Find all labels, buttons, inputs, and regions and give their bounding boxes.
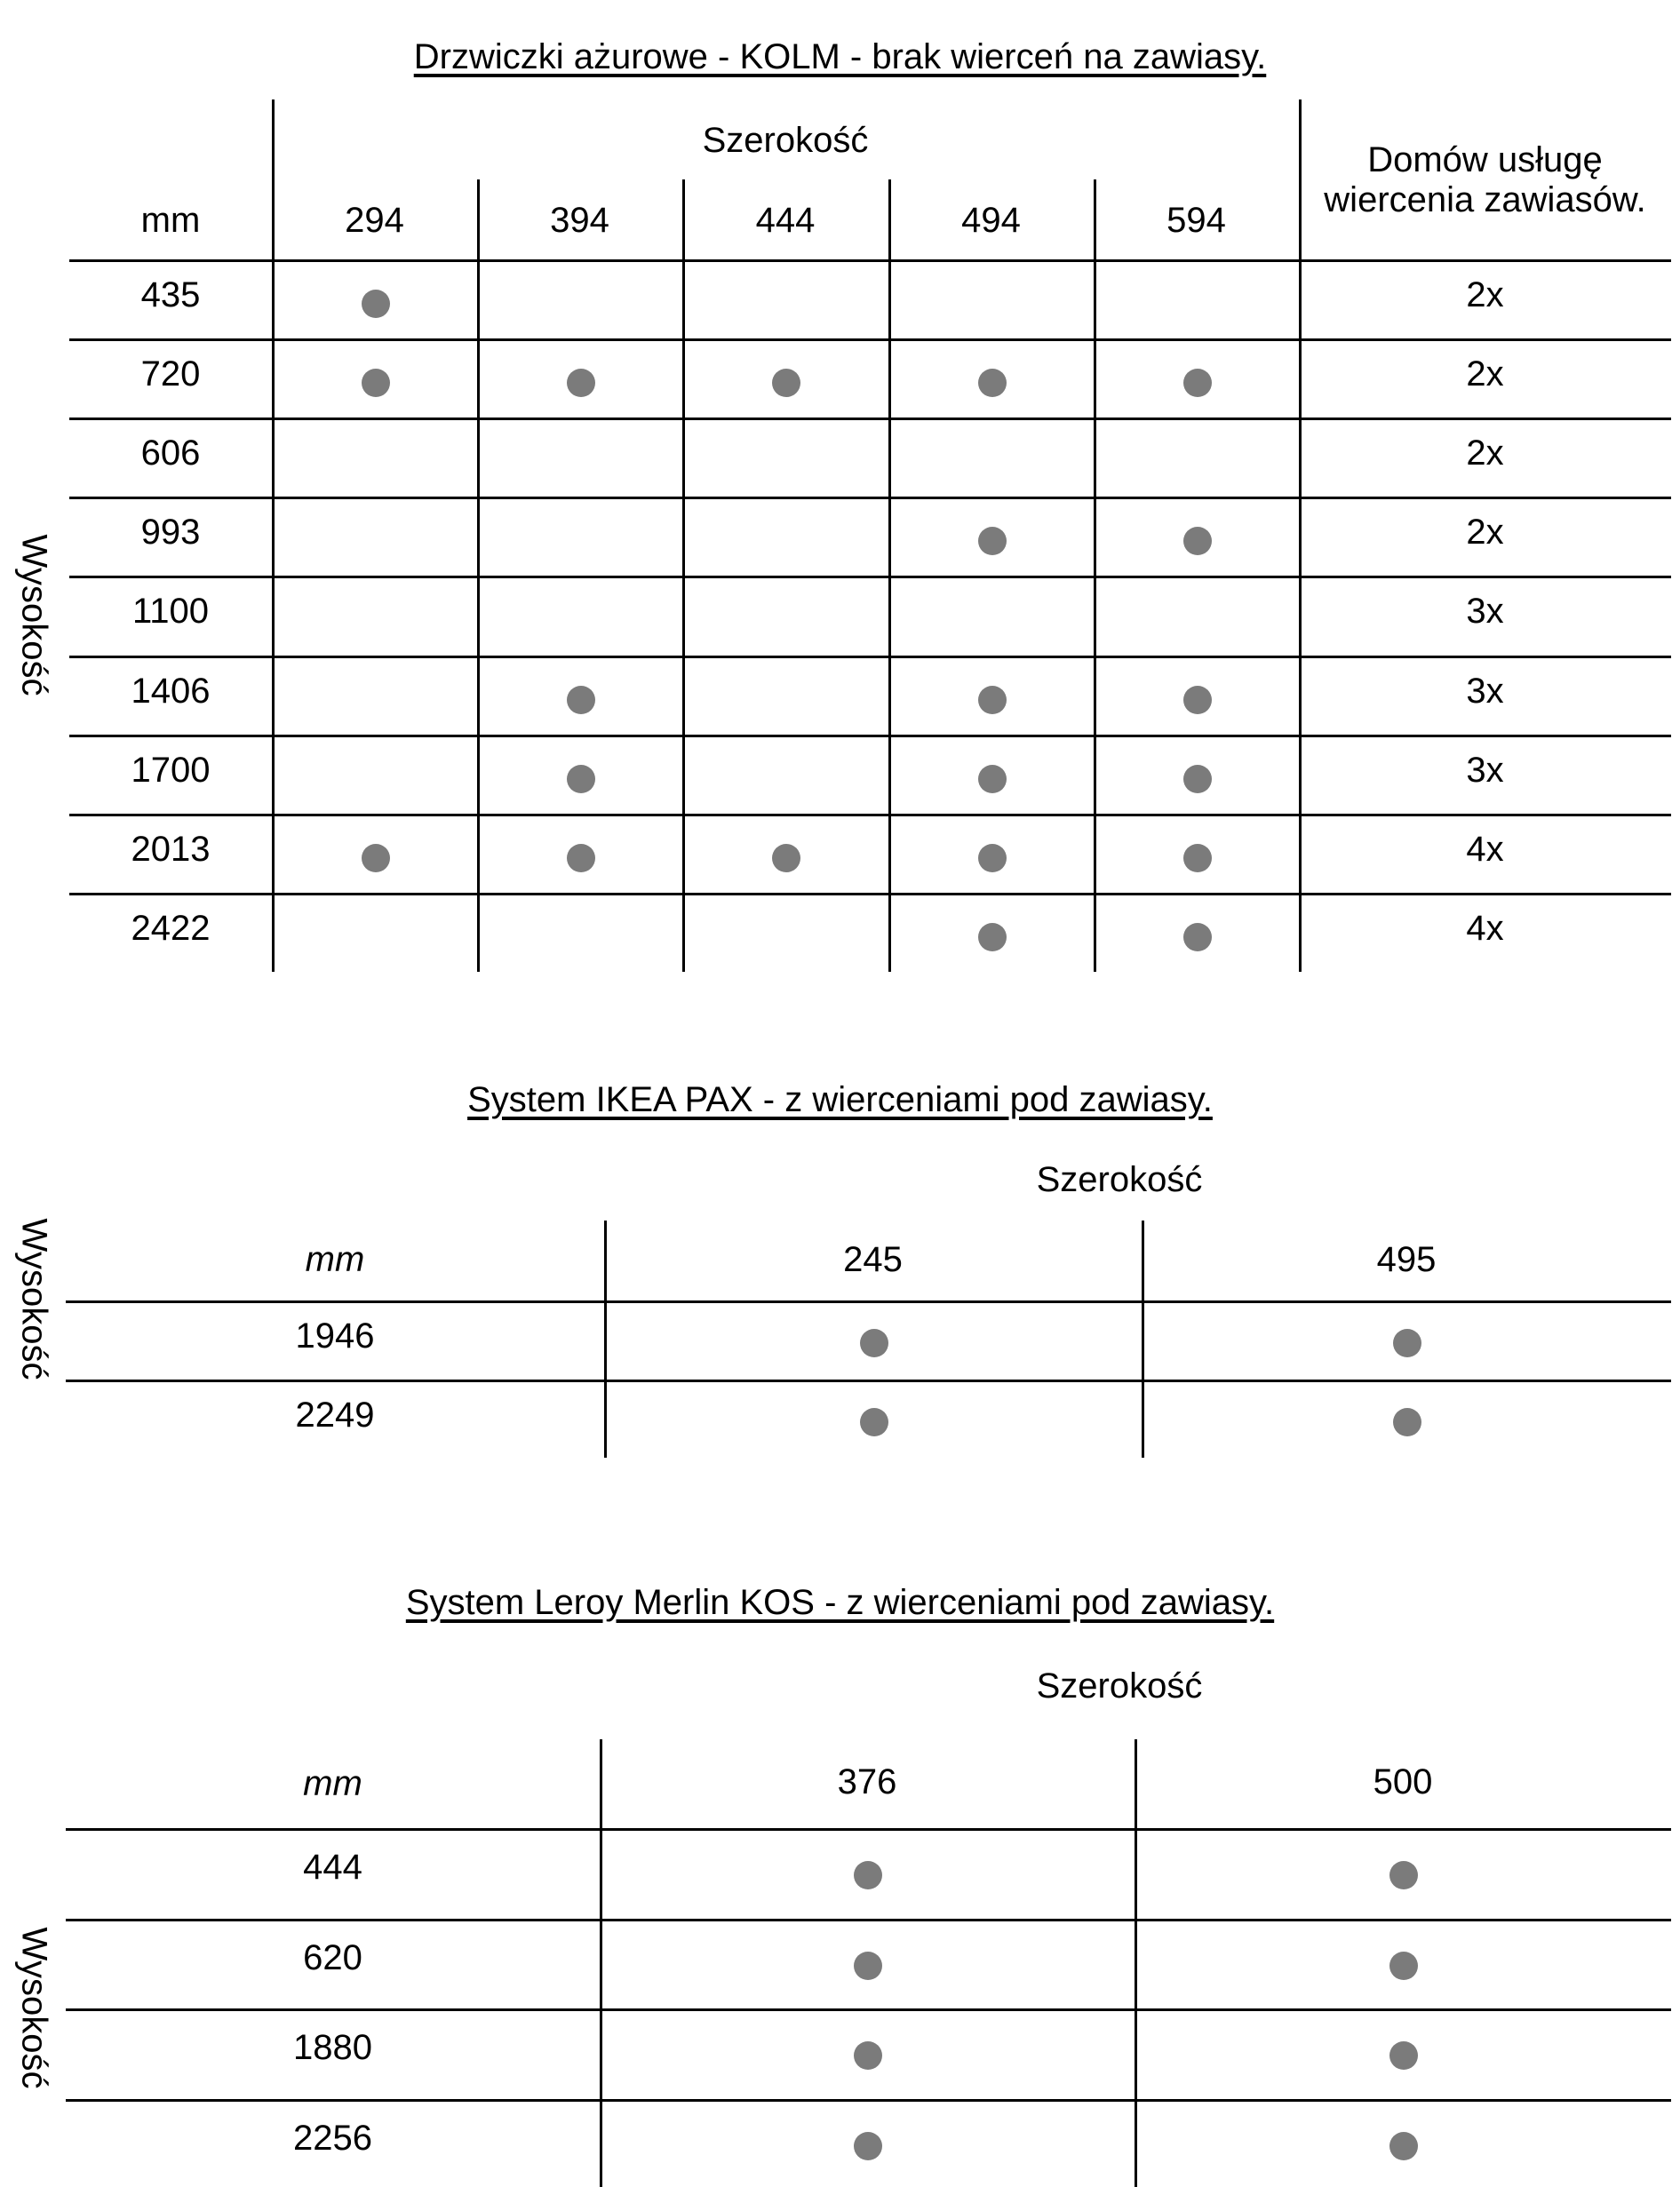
- table2-col-header: 245: [843, 1240, 903, 1279]
- availability-dot: [978, 844, 1007, 872]
- table3-col-divider: [1135, 1739, 1137, 2187]
- table3-col-header: 376: [837, 1762, 897, 1801]
- table1-row-height: 606: [140, 433, 201, 473]
- table3-row-separator: [66, 1919, 1671, 1921]
- table1-row-hinges: 2x: [1466, 275, 1504, 314]
- table2-width-label: Szerokość: [1036, 1160, 1203, 1199]
- table1-row-separator: [69, 735, 1671, 737]
- availability-dot: [567, 369, 595, 397]
- table1-row-height: 1100: [131, 592, 209, 631]
- table1-row-hinges: 4x: [1466, 909, 1504, 948]
- table1-col-header: 294: [345, 201, 404, 240]
- table1-corner-mm: mm: [140, 201, 201, 240]
- table3-row-separator: [66, 2008, 1671, 2011]
- table1-row-separator: [69, 576, 1671, 578]
- table1-row-hinges: 2x: [1466, 433, 1504, 473]
- table1-row-hinges: 3x: [1466, 672, 1504, 711]
- availability-dot: [1389, 1952, 1418, 1980]
- table1-row-separator: [69, 814, 1671, 816]
- table1-row-height: 1700: [131, 751, 211, 790]
- availability-dot: [1183, 369, 1212, 397]
- table2-row-height: 1946: [295, 1316, 375, 1356]
- table2-height-label: Wysokość: [14, 1218, 54, 1380]
- table3-title: System Leroy Merlin KOS - z wierceniami pod zawiasy.: [405, 1583, 1275, 1622]
- table1-col-divider: [1094, 179, 1096, 972]
- availability-dot: [854, 2041, 882, 2070]
- table1-col-divider: [888, 179, 891, 972]
- availability-dot: [854, 1952, 882, 1980]
- availability-dot: [1389, 2132, 1418, 2160]
- availability-dot: [1183, 527, 1212, 555]
- availability-dot: [1389, 2041, 1418, 2070]
- availability-dot: [978, 923, 1007, 951]
- table1-height-label: Wysokość: [14, 534, 54, 696]
- table1-row-height: 435: [140, 275, 201, 314]
- table3-header-line: [66, 1828, 1671, 1831]
- availability-dot: [1393, 1329, 1421, 1357]
- table3-row-height: 444: [303, 1848, 362, 1887]
- table1-width-label: Szerokość: [702, 121, 869, 160]
- table1-col-divider: [682, 179, 685, 972]
- table1-row-height: 2013: [131, 830, 211, 869]
- table3-row-height: 620: [303, 1938, 362, 1977]
- table2-col-header: 495: [1376, 1240, 1437, 1279]
- table1-row-height: 2422: [131, 909, 211, 948]
- availability-dot: [978, 527, 1007, 555]
- table2-row-height: 2249: [295, 1396, 375, 1435]
- availability-dot: [1183, 765, 1212, 793]
- table1-col-header: 394: [550, 201, 609, 240]
- availability-dot: [567, 844, 595, 872]
- table2-corner-mm: mm: [305, 1240, 365, 1279]
- availability-dot: [1183, 844, 1212, 872]
- availability-dot: [978, 765, 1007, 793]
- availability-dot: [362, 290, 390, 318]
- table3-col-divider: [600, 1739, 602, 2187]
- table1-row-hinges: 3x: [1466, 592, 1504, 631]
- table1-extra-header-line2: wiercenia zawiasów.: [1324, 180, 1646, 219]
- table1-row-height: 993: [140, 513, 201, 552]
- table1-row-hinges: 2x: [1466, 513, 1504, 552]
- table1-col-header: 444: [755, 201, 816, 240]
- table2-title: System IKEA PAX - z wierceniami pod zawiasy.: [467, 1080, 1213, 1119]
- table3-height-label: Wysokość: [14, 1927, 54, 2089]
- availability-dot: [772, 369, 800, 397]
- availability-dot: [772, 844, 800, 872]
- table3-width-label: Szerokość: [1036, 1666, 1203, 1706]
- availability-dot: [854, 1861, 882, 1889]
- availability-dot: [362, 844, 390, 872]
- availability-dot: [567, 765, 595, 793]
- table1-row-separator: [69, 893, 1671, 895]
- availability-dot: [1389, 1861, 1418, 1889]
- table1-row-hinges: 2x: [1466, 354, 1504, 394]
- availability-dot: [978, 686, 1007, 714]
- table1-col-header: 594: [1166, 201, 1226, 240]
- availability-dot: [1393, 1408, 1421, 1436]
- availability-dot: [860, 1329, 888, 1357]
- availability-dot: [567, 686, 595, 714]
- table1-row-height: 720: [140, 354, 201, 394]
- table1-row-separator: [69, 656, 1671, 658]
- table2-row-separator: [66, 1380, 1671, 1382]
- table1-row-separator: [69, 497, 1671, 499]
- table1-header-line: [69, 259, 1671, 262]
- table3-col-header: 500: [1373, 1762, 1433, 1801]
- table1-col-divider: [477, 179, 480, 972]
- table3-row-separator: [66, 2099, 1671, 2102]
- table3-corner-mm: mm: [303, 1764, 362, 1803]
- table1-title: Drzwiczki ażurowe - KOLM - brak wierceń na zawiasy.: [413, 37, 1267, 76]
- table1-row-height: 1406: [131, 672, 211, 711]
- table1-extra-header-line1: Domów usługę: [1367, 140, 1603, 179]
- availability-dot: [362, 369, 390, 397]
- table3-row-height: 2256: [293, 2119, 372, 2158]
- table1-row-hinges: 3x: [1466, 751, 1504, 790]
- table2-header-line: [66, 1300, 1671, 1303]
- availability-dot: [854, 2132, 882, 2160]
- availability-dot: [1183, 923, 1212, 951]
- table1-row-separator: [69, 338, 1671, 341]
- availability-dot: [1183, 686, 1212, 714]
- table1-row-hinges: 4x: [1466, 830, 1504, 869]
- table1-col-header: 494: [961, 201, 1021, 240]
- table1-row-separator: [69, 418, 1671, 420]
- availability-dot: [860, 1408, 888, 1436]
- table3-row-height: 1880: [293, 2028, 372, 2067]
- availability-dot: [978, 369, 1007, 397]
